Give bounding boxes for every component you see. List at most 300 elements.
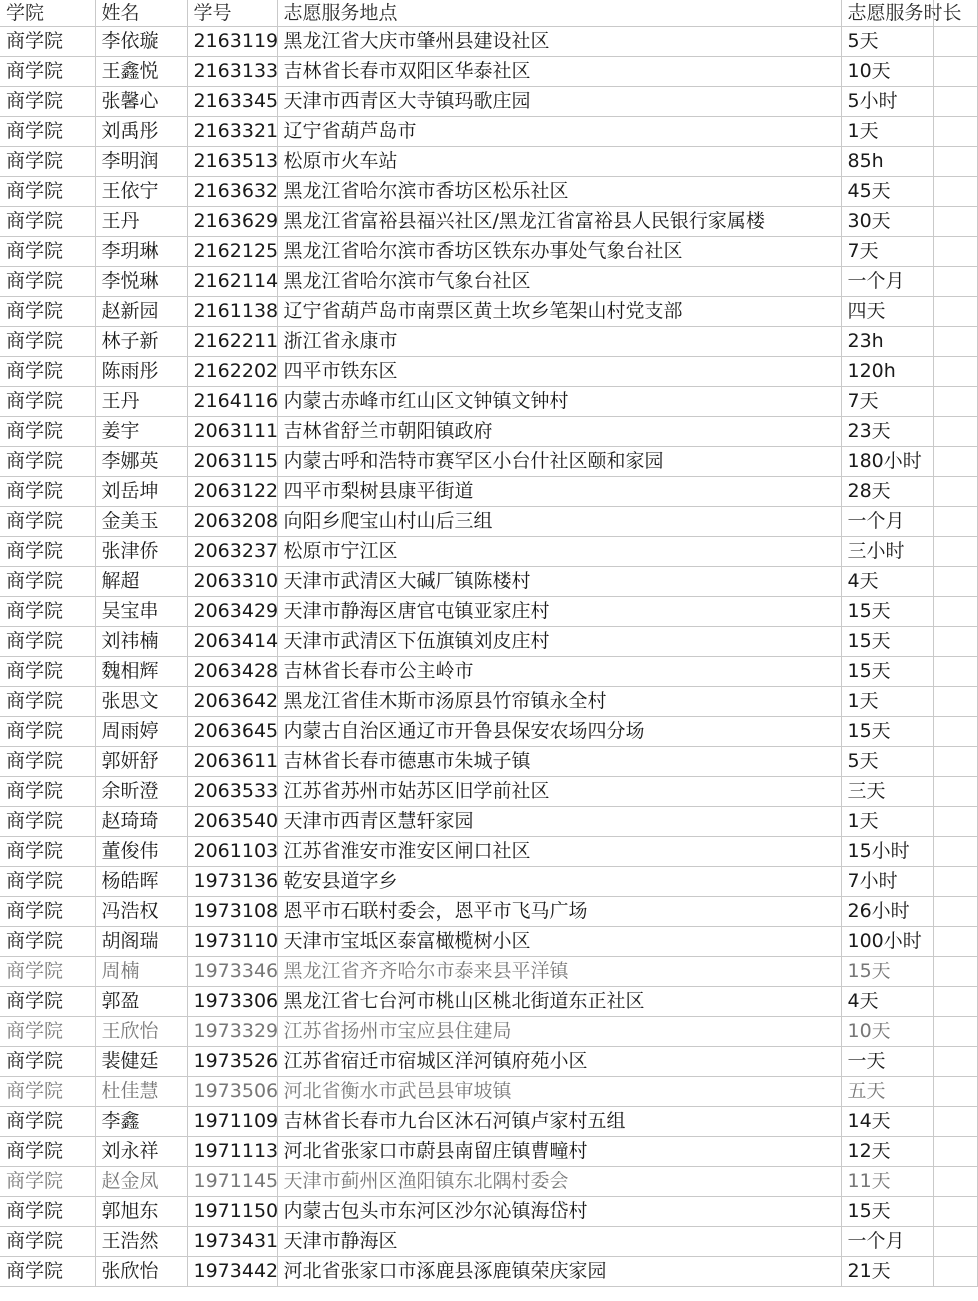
- name-cell: 刘禹彤: [95, 117, 187, 147]
- empty-cell: [933, 297, 977, 327]
- student-id-cell: 2063115: [187, 447, 277, 477]
- empty-cell: [933, 717, 977, 747]
- name-cell: 王欣怡: [95, 1017, 187, 1047]
- empty-cell: [933, 867, 977, 897]
- duration-cell: 14天: [841, 1107, 933, 1137]
- duration-cell: 一个月: [841, 1227, 933, 1257]
- student-id-cell: 2162202: [187, 357, 277, 387]
- name-cell: 刘祎楠: [95, 627, 187, 657]
- table-row: [0, 657, 977, 687]
- table-row: [0, 1137, 977, 1167]
- student-id-cell: 1973108: [187, 897, 277, 927]
- name-cell: 林子新: [95, 327, 187, 357]
- name-cell: 赵琦琦: [95, 807, 187, 837]
- name-cell: 姜宇: [95, 417, 187, 447]
- empty-cell: [933, 627, 977, 657]
- duration-cell: 10天: [841, 1017, 933, 1047]
- college-cell: 商学院: [0, 87, 95, 117]
- place-cell: 内蒙古自治区通辽市开鲁县保安农场四分场: [277, 717, 841, 747]
- table-row: [0, 57, 977, 87]
- place-cell: 黑龙江省哈尔滨市香坊区铁东办事处气象台社区: [277, 237, 841, 267]
- student-id-cell: 1973110: [187, 927, 277, 957]
- name-cell: 金美玉: [95, 507, 187, 537]
- student-id-cell: 2163629: [187, 207, 277, 237]
- duration-cell: 23h: [841, 327, 933, 357]
- empty-cell: [933, 837, 977, 867]
- student-id-cell: 1973526: [187, 1047, 277, 1077]
- student-id-cell: 2063414: [187, 627, 277, 657]
- name-cell: 刘永祥: [95, 1137, 187, 1167]
- college-cell: 商学院: [0, 1107, 95, 1137]
- college-cell: 商学院: [0, 837, 95, 867]
- place-cell: 江苏省淮安市淮安区闸口社区: [277, 837, 841, 867]
- table-row: [0, 1167, 977, 1197]
- duration-cell: 28天: [841, 477, 933, 507]
- duration-cell: 7天: [841, 237, 933, 267]
- place-cell: 天津市西青区慧轩家园: [277, 807, 841, 837]
- place-cell: 吉林省长春市九台区沐石河镇卢家村五组: [277, 1107, 841, 1137]
- place-cell: 河北省衡水市武邑县审坡镇: [277, 1077, 841, 1107]
- table-row: [0, 477, 977, 507]
- empty-cell: [933, 1227, 977, 1257]
- table-row: [0, 237, 977, 267]
- table-row: [0, 777, 977, 807]
- table-row: [0, 747, 977, 777]
- college-cell: 商学院: [0, 147, 95, 177]
- duration-cell: 10天: [841, 57, 933, 87]
- table-row: [0, 537, 977, 567]
- table-row: [0, 1047, 977, 1077]
- place-cell: 松原市宁江区: [277, 537, 841, 567]
- table-row: [0, 507, 977, 537]
- duration-cell: 45天: [841, 177, 933, 207]
- name-cell: 郭妍舒: [95, 747, 187, 777]
- header-college: 学院: [0, 0, 95, 27]
- college-cell: 商学院: [0, 117, 95, 147]
- name-cell: 张欣怡: [95, 1257, 187, 1287]
- college-cell: 商学院: [0, 747, 95, 777]
- duration-cell: 5天: [841, 747, 933, 777]
- duration-cell: 四天: [841, 297, 933, 327]
- duration-cell: 100小时: [841, 927, 933, 957]
- duration-cell: 30天: [841, 207, 933, 237]
- name-cell: 陈雨彤: [95, 357, 187, 387]
- empty-cell: [933, 237, 977, 267]
- empty-cell: [933, 1017, 977, 1047]
- college-cell: 商学院: [0, 1197, 95, 1227]
- student-id-cell: 1973442: [187, 1257, 277, 1287]
- student-id-cell: 2162211: [187, 327, 277, 357]
- table-row: [0, 897, 977, 927]
- name-cell: 杜佳慧: [95, 1077, 187, 1107]
- empty-cell: [933, 807, 977, 837]
- college-cell: 商学院: [0, 387, 95, 417]
- college-cell: 商学院: [0, 27, 95, 57]
- student-id-cell: 2063645: [187, 717, 277, 747]
- duration-cell: 4天: [841, 987, 933, 1017]
- empty-cell: [933, 1047, 977, 1077]
- empty-cell: [933, 1137, 977, 1167]
- student-id-cell: 1973506: [187, 1077, 277, 1107]
- empty-cell: [933, 1197, 977, 1227]
- college-cell: 商学院: [0, 57, 95, 87]
- student-id-cell: 1973306: [187, 987, 277, 1017]
- table-row: [0, 627, 977, 657]
- place-cell: 黑龙江省七台河市桃山区桃北街道东正社区: [277, 987, 841, 1017]
- place-cell: 黑龙江省哈尔滨市香坊区松乐社区: [277, 177, 841, 207]
- student-id-cell: 2063533: [187, 777, 277, 807]
- college-cell: 商学院: [0, 327, 95, 357]
- place-cell: 天津市静海区: [277, 1227, 841, 1257]
- name-cell: 李鑫: [95, 1107, 187, 1137]
- name-cell: 刘岳坤: [95, 477, 187, 507]
- student-id-cell: 2163513: [187, 147, 277, 177]
- place-cell: 松原市火车站: [277, 147, 841, 177]
- table-row: [0, 837, 977, 867]
- table-row: [0, 927, 977, 957]
- student-id-cell: 1971145: [187, 1167, 277, 1197]
- empty-cell: [933, 777, 977, 807]
- duration-cell: 5天: [841, 27, 933, 57]
- student-id-cell: 2063122: [187, 477, 277, 507]
- header-place: 志愿服务地点: [277, 0, 841, 27]
- empty-cell: [933, 267, 977, 297]
- student-id-cell: 1971113: [187, 1137, 277, 1167]
- table-row: [0, 177, 977, 207]
- empty-cell: [933, 897, 977, 927]
- table-row: [0, 297, 977, 327]
- empty-cell: [933, 207, 977, 237]
- duration-cell: 180小时: [841, 447, 933, 477]
- table-row: [0, 357, 977, 387]
- name-cell: 周雨婷: [95, 717, 187, 747]
- table-row: [0, 87, 977, 117]
- table-row: [0, 717, 977, 747]
- college-cell: 商学院: [0, 777, 95, 807]
- duration-cell: 三小时: [841, 537, 933, 567]
- place-cell: 恩平市石联村委会，恩平市飞马广场: [277, 897, 841, 927]
- place-cell: 四平市梨树县康平街道: [277, 477, 841, 507]
- empty-cell: [933, 537, 977, 567]
- duration-cell: 5小时: [841, 87, 933, 117]
- college-cell: 商学院: [0, 897, 95, 927]
- empty-cell: [933, 1077, 977, 1107]
- place-cell: 天津市西青区大寺镇玛歌庄园: [277, 87, 841, 117]
- duration-cell: 15小时: [841, 837, 933, 867]
- name-cell: 解超: [95, 567, 187, 597]
- header-duration: 志愿服务时长: [841, 0, 933, 27]
- table-row: [0, 27, 977, 57]
- student-id-cell: 2061103: [187, 837, 277, 867]
- duration-cell: 15天: [841, 657, 933, 687]
- duration-cell: 1天: [841, 687, 933, 717]
- student-id-cell: 2063611: [187, 747, 277, 777]
- student-id-cell: 2063310: [187, 567, 277, 597]
- college-cell: 商学院: [0, 1167, 95, 1197]
- empty-cell: [933, 1167, 977, 1197]
- place-cell: 辽宁省葫芦岛市: [277, 117, 841, 147]
- place-cell: 内蒙古赤峰市红山区文钟镇文钟村: [277, 387, 841, 417]
- table-row: [0, 567, 977, 597]
- college-cell: 商学院: [0, 1227, 95, 1257]
- student-id-cell: 1973431: [187, 1227, 277, 1257]
- college-cell: 商学院: [0, 687, 95, 717]
- header-student-id: 学号: [187, 0, 277, 27]
- empty-cell: [933, 657, 977, 687]
- duration-cell: 一个月: [841, 267, 933, 297]
- name-cell: 赵新园: [95, 297, 187, 327]
- student-id-cell: 2161138: [187, 297, 277, 327]
- name-cell: 李玥琳: [95, 237, 187, 267]
- place-cell: 吉林省舒兰市朝阳镇政府: [277, 417, 841, 447]
- student-id-cell: 2063642: [187, 687, 277, 717]
- table-row: [0, 597, 977, 627]
- college-cell: 商学院: [0, 957, 95, 987]
- duration-cell: 23天: [841, 417, 933, 447]
- place-cell: 天津市静海区唐官屯镇亚家庄村: [277, 597, 841, 627]
- college-cell: 商学院: [0, 1047, 95, 1077]
- college-cell: 商学院: [0, 567, 95, 597]
- empty-cell: [933, 477, 977, 507]
- name-cell: 张思文: [95, 687, 187, 717]
- table-row: [0, 987, 977, 1017]
- table-row: [0, 687, 977, 717]
- name-cell: 张津侨: [95, 537, 187, 567]
- name-cell: 李依璇: [95, 27, 187, 57]
- duration-cell: 1天: [841, 117, 933, 147]
- table-row: [0, 1107, 977, 1137]
- college-cell: 商学院: [0, 297, 95, 327]
- name-cell: 吴宝串: [95, 597, 187, 627]
- place-cell: 浙江省永康市: [277, 327, 841, 357]
- duration-cell: 15天: [841, 627, 933, 657]
- student-id-cell: 2063111: [187, 417, 277, 447]
- empty-cell: [933, 1107, 977, 1137]
- table-row: [0, 417, 977, 447]
- name-cell: 李悦琳: [95, 267, 187, 297]
- place-cell: 内蒙古呼和浩特市赛罕区小台什社区颐和家园: [277, 447, 841, 477]
- college-cell: 商学院: [0, 597, 95, 627]
- table-row: [0, 1257, 977, 1287]
- place-cell: 河北省张家口市涿鹿县涿鹿镇荣庆家园: [277, 1257, 841, 1287]
- empty-cell: [933, 327, 977, 357]
- name-cell: 余昕澄: [95, 777, 187, 807]
- name-cell: 王鑫悦: [95, 57, 187, 87]
- student-id-cell: 2063540: [187, 807, 277, 837]
- college-cell: 商学院: [0, 507, 95, 537]
- student-id-cell: 2162114: [187, 267, 277, 297]
- place-cell: 天津市宝坻区泰富橄榄树小区: [277, 927, 841, 957]
- table-row: [0, 327, 977, 357]
- empty-cell: [933, 147, 977, 177]
- student-id-cell: 2163321: [187, 117, 277, 147]
- name-cell: 魏相辉: [95, 657, 187, 687]
- empty-cell: [933, 597, 977, 627]
- name-cell: 郭盈: [95, 987, 187, 1017]
- empty-cell: [933, 1257, 977, 1287]
- table-row: [0, 807, 977, 837]
- place-cell: 向阳乡爬宝山村山后三组: [277, 507, 841, 537]
- student-id-cell: 2063208: [187, 507, 277, 537]
- college-cell: 商学院: [0, 1077, 95, 1107]
- table-row: [0, 957, 977, 987]
- name-cell: 周楠: [95, 957, 187, 987]
- name-cell: 王丹: [95, 387, 187, 417]
- college-cell: 商学院: [0, 1257, 95, 1287]
- name-cell: 王浩然: [95, 1227, 187, 1257]
- duration-cell: 15天: [841, 597, 933, 627]
- student-id-cell: 1971150: [187, 1197, 277, 1227]
- duration-cell: 7小时: [841, 867, 933, 897]
- college-cell: 商学院: [0, 207, 95, 237]
- student-id-cell: 2163345: [187, 87, 277, 117]
- table-row: [0, 867, 977, 897]
- table-row: [0, 1077, 977, 1107]
- place-cell: 天津市蓟州区渔阳镇东北隅村委会: [277, 1167, 841, 1197]
- college-cell: 商学院: [0, 537, 95, 567]
- college-cell: 商学院: [0, 177, 95, 207]
- student-id-cell: 1971109: [187, 1107, 277, 1137]
- table-row: [0, 207, 977, 237]
- header-name: 姓名: [95, 0, 187, 27]
- college-cell: 商学院: [0, 267, 95, 297]
- place-cell: 内蒙古包头市东河区沙尔沁镇海岱村: [277, 1197, 841, 1227]
- duration-cell: 21天: [841, 1257, 933, 1287]
- place-cell: 吉林省长春市德惠市朱城子镇: [277, 747, 841, 777]
- college-cell: 商学院: [0, 1137, 95, 1167]
- duration-cell: 120h: [841, 357, 933, 387]
- college-cell: 商学院: [0, 1017, 95, 1047]
- table-row: [0, 1017, 977, 1047]
- student-id-cell: 1973329: [187, 1017, 277, 1047]
- empty-cell: [933, 357, 977, 387]
- duration-cell: 15天: [841, 957, 933, 987]
- duration-cell: 一天: [841, 1047, 933, 1077]
- empty-cell: [933, 57, 977, 87]
- place-cell: 江苏省苏州市姑苏区旧学前社区: [277, 777, 841, 807]
- college-cell: 商学院: [0, 417, 95, 447]
- duration-cell: 11天: [841, 1167, 933, 1197]
- place-cell: 四平市铁东区: [277, 357, 841, 387]
- empty-cell: [933, 987, 977, 1017]
- student-id-cell: 2163133: [187, 57, 277, 87]
- college-cell: 商学院: [0, 807, 95, 837]
- table-row: [0, 147, 977, 177]
- table-row: [0, 447, 977, 477]
- student-id-cell: 2162125: [187, 237, 277, 267]
- college-cell: 商学院: [0, 357, 95, 387]
- name-cell: 李娜英: [95, 447, 187, 477]
- empty-cell: [933, 687, 977, 717]
- empty-cell: [933, 117, 977, 147]
- college-cell: 商学院: [0, 927, 95, 957]
- duration-cell: 7天: [841, 387, 933, 417]
- student-id-cell: 2164116: [187, 387, 277, 417]
- duration-cell: 12天: [841, 1137, 933, 1167]
- empty-cell: [933, 747, 977, 777]
- place-cell: 黑龙江省哈尔滨市气象台社区: [277, 267, 841, 297]
- name-cell: 胡阁瑞: [95, 927, 187, 957]
- place-cell: 天津市武清区下伍旗镇刘皮庄村: [277, 627, 841, 657]
- empty-cell: [933, 507, 977, 537]
- duration-cell: 26小时: [841, 897, 933, 927]
- duration-cell: 三天: [841, 777, 933, 807]
- place-cell: 黑龙江省佳木斯市汤原县竹帘镇永全村: [277, 687, 841, 717]
- name-cell: 裴健廷: [95, 1047, 187, 1077]
- table-row: [0, 1197, 977, 1227]
- place-cell: 黑龙江省大庆市肇州县建设社区: [277, 27, 841, 57]
- empty-cell: [933, 567, 977, 597]
- place-cell: 乾安县道字乡: [277, 867, 841, 897]
- student-id-cell: 2163632: [187, 177, 277, 207]
- name-cell: 赵金凤: [95, 1167, 187, 1197]
- table-row: [0, 267, 977, 297]
- duration-cell: 15天: [841, 717, 933, 747]
- college-cell: 商学院: [0, 657, 95, 687]
- name-cell: 张馨心: [95, 87, 187, 117]
- name-cell: 杨皓晖: [95, 867, 187, 897]
- empty-cell: [933, 27, 977, 57]
- name-cell: 李明润: [95, 147, 187, 177]
- name-cell: 王依宁: [95, 177, 187, 207]
- empty-cell: [933, 417, 977, 447]
- college-cell: 商学院: [0, 867, 95, 897]
- empty-cell: [933, 177, 977, 207]
- empty-cell: [933, 957, 977, 987]
- table-row: [0, 1227, 977, 1257]
- empty-cell: [933, 447, 977, 477]
- name-cell: 王丹: [95, 207, 187, 237]
- student-id-cell: 2063237: [187, 537, 277, 567]
- empty-cell: [933, 387, 977, 417]
- name-cell: 郭旭东: [95, 1197, 187, 1227]
- empty-cell: [933, 87, 977, 117]
- name-cell: 董俊伟: [95, 837, 187, 867]
- student-id-cell: 2063429: [187, 597, 277, 627]
- college-cell: 商学院: [0, 627, 95, 657]
- table-row: [0, 117, 977, 147]
- place-cell: 河北省张家口市蔚县南留庄镇曹疃村: [277, 1137, 841, 1167]
- duration-cell: 15天: [841, 1197, 933, 1227]
- duration-cell: 五天: [841, 1077, 933, 1107]
- name-cell: 冯浩权: [95, 897, 187, 927]
- college-cell: 商学院: [0, 237, 95, 267]
- empty-cell: [933, 927, 977, 957]
- duration-cell: 一个月: [841, 507, 933, 537]
- student-id-cell: 2163119: [187, 27, 277, 57]
- college-cell: 商学院: [0, 987, 95, 1017]
- place-cell: 吉林省长春市公主岭市: [277, 657, 841, 687]
- place-cell: 黑龙江省齐齐哈尔市泰来县平洋镇: [277, 957, 841, 987]
- place-cell: 江苏省宿迁市宿城区洋河镇府苑小区: [277, 1047, 841, 1077]
- student-id-cell: 1973346: [187, 957, 277, 987]
- header-row: [0, 0, 977, 27]
- student-id-cell: 2063428: [187, 657, 277, 687]
- college-cell: 商学院: [0, 717, 95, 747]
- place-cell: 吉林省长春市双阳区华泰社区: [277, 57, 841, 87]
- student-id-cell: 1973136: [187, 867, 277, 897]
- duration-cell: 1天: [841, 807, 933, 837]
- college-cell: 商学院: [0, 477, 95, 507]
- place-cell: 天津市武清区大碱厂镇陈楼村: [277, 567, 841, 597]
- college-cell: 商学院: [0, 447, 95, 477]
- duration-cell: 85h: [841, 147, 933, 177]
- duration-cell: 4天: [841, 567, 933, 597]
- table-row: [0, 387, 977, 417]
- place-cell: 江苏省扬州市宝应县住建局: [277, 1017, 841, 1047]
- place-cell: 辽宁省葫芦岛市南票区黄土坎乡笔架山村党支部: [277, 297, 841, 327]
- place-cell: 黑龙江省富裕县福兴社区/黑龙江省富裕县人民银行家属楼: [277, 207, 841, 237]
